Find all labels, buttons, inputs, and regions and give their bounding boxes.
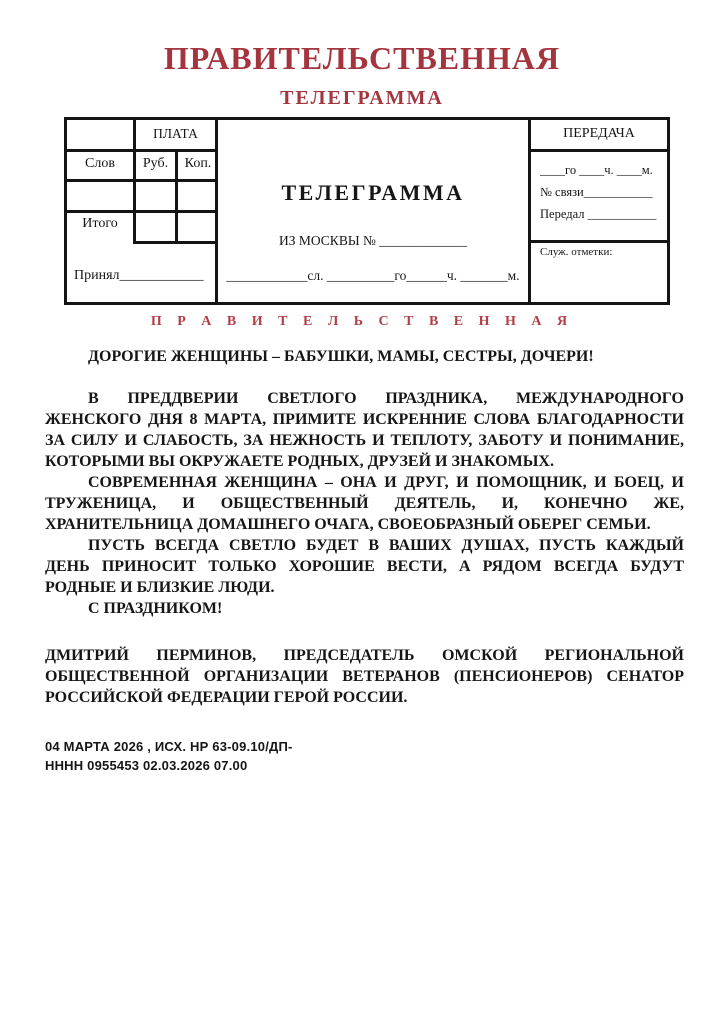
page-title: ПРАВИТЕЛЬСТВЕННАЯ bbox=[163, 40, 561, 76]
government-stamp-line: П Р А В И Т Е Л Ь С Т В Е Н Н А Я bbox=[150, 314, 574, 329]
peredacha-header-label: ПЕРЕДАЧА bbox=[563, 126, 635, 141]
grid-hline-row2-bottom bbox=[67, 210, 218, 213]
paragraph-3: ПУСТЬ ВСЕГДА СВЕТЛО БУДЕТ В ВАШИХ ДУШАХ, ПУСТЬ КАЖДЫЙ ДЕНЬ ПРИНОСИТ ТОЛЬКО ХОРОШИЕ ВЕСТИ, А РЯДОМ ВСЕГДА БУДУТ РОДНЫЕ И БЛИЗКИЕ ЛЮДИ. bbox=[45, 537, 684, 596]
plata-header-label: ПЛАТА bbox=[153, 126, 198, 141]
rub-col-label: Руб. bbox=[142, 156, 169, 171]
paragraph-1: В ПРЕДДВЕРИИ СВЕТЛОГО ПРАЗДНИКА, МЕЖДУНАРОДНОГО ЖЕНСКОГО ДНЯ 8 МАРТА, ПРИМИТЕ ИСКРЕННИЕ СЛОВА БЛАГОДАРНОСТИ ЗА СИЛУ И СЛАБОСТЬ, ЗА НЕЖНОСТЬ И ТЕПЛОТУ, ЗАБОТУ И ПОНИМАНИЕ, КОТОРЫМИ ВЫ ОКРУЖАЕТЕ РОДНЫХ, ДРУЗЕЙ И ЗНАКОМЫХ. bbox=[45, 390, 684, 470]
received-by-line: Принял____________ bbox=[74, 268, 204, 283]
grid-hline-service-marks bbox=[528, 240, 667, 243]
link-number-line: № связи___________ bbox=[540, 185, 653, 199]
footer-line-1: 04 МАРТА 2026 , ИСХ. НР 63-09.10/ДП- bbox=[45, 739, 293, 754]
center-bottom-line: ____________сл. __________го______ч. _______м. bbox=[226, 268, 520, 283]
grid-hline-headers-bottom bbox=[67, 179, 218, 182]
page-subtitle: ТЕЛЕГРАММА bbox=[280, 87, 444, 109]
form-telegram-title: ТЕЛЕГРАММА bbox=[281, 180, 465, 205]
grid-hline-rubkop-bottom bbox=[133, 241, 218, 244]
total-label: Итого bbox=[82, 216, 118, 231]
grid-vline-right-divider bbox=[528, 120, 531, 302]
words-col-label: Слов bbox=[85, 156, 115, 171]
transmitted-by-line: Передал ___________ bbox=[540, 207, 657, 221]
from-moscow-line: ИЗ МОСКВЫ № _____________ bbox=[279, 233, 467, 248]
signature-block: ДМИТРИЙ ПЕРМИНОВ, ПРЕДСЕДАТЕЛЬ ОМСКОЙ РЕГИОНАЛЬНОЙ ОБЩЕСТВЕННОЙ ОРГАНИЗАЦИИ ВЕТЕРАНОВ (ПЕНСИОНЕРОВ) СЕНАТОР РОССИЙСКОЙ ФЕДЕРАЦИИ ГЕРОЙ РОССИИ. bbox=[45, 647, 684, 706]
service-marks-label: Служ. отметки: bbox=[540, 246, 613, 258]
telegram-form bbox=[64, 117, 670, 305]
paragraph-2: СОВРЕМЕННАЯ ЖЕНЩИНА – ОНА И ДРУГ, И ПОМОЩНИК, И БОЕЦ, И ТРУЖЕНИЦА, И ОБЩЕСТВЕННЫЙ ДЕЯТЕЛЬ, И, КОНЕЧНО ЖЕ, ХРАНИТЕЛЬНИЦА ДОМАШНЕГО ОЧАГА, СВОЕОБРАЗНЫЙ ОБЕРЕГ СЕМЬИ. bbox=[45, 474, 684, 533]
footer-reference bbox=[45, 737, 684, 775]
transmission-time-line: ____го ____ч. ____м. bbox=[540, 163, 653, 177]
letter-body bbox=[45, 346, 684, 775]
footer-line-2: НННН 0955453 02.03.2026 07.00 bbox=[45, 758, 248, 773]
kop-col-label: Коп. bbox=[184, 156, 212, 171]
grid-hline-peredacha-header bbox=[528, 149, 667, 152]
paragraph-4: С ПРАЗДНИКОМ! bbox=[88, 600, 223, 617]
grid-hline-plata-bottom bbox=[67, 149, 218, 152]
salutation: ДОРОГИЕ ЖЕНЩИНЫ – БАБУШКИ, МАМЫ, СЕСТРЫ, ДОЧЕРИ! bbox=[88, 348, 594, 365]
